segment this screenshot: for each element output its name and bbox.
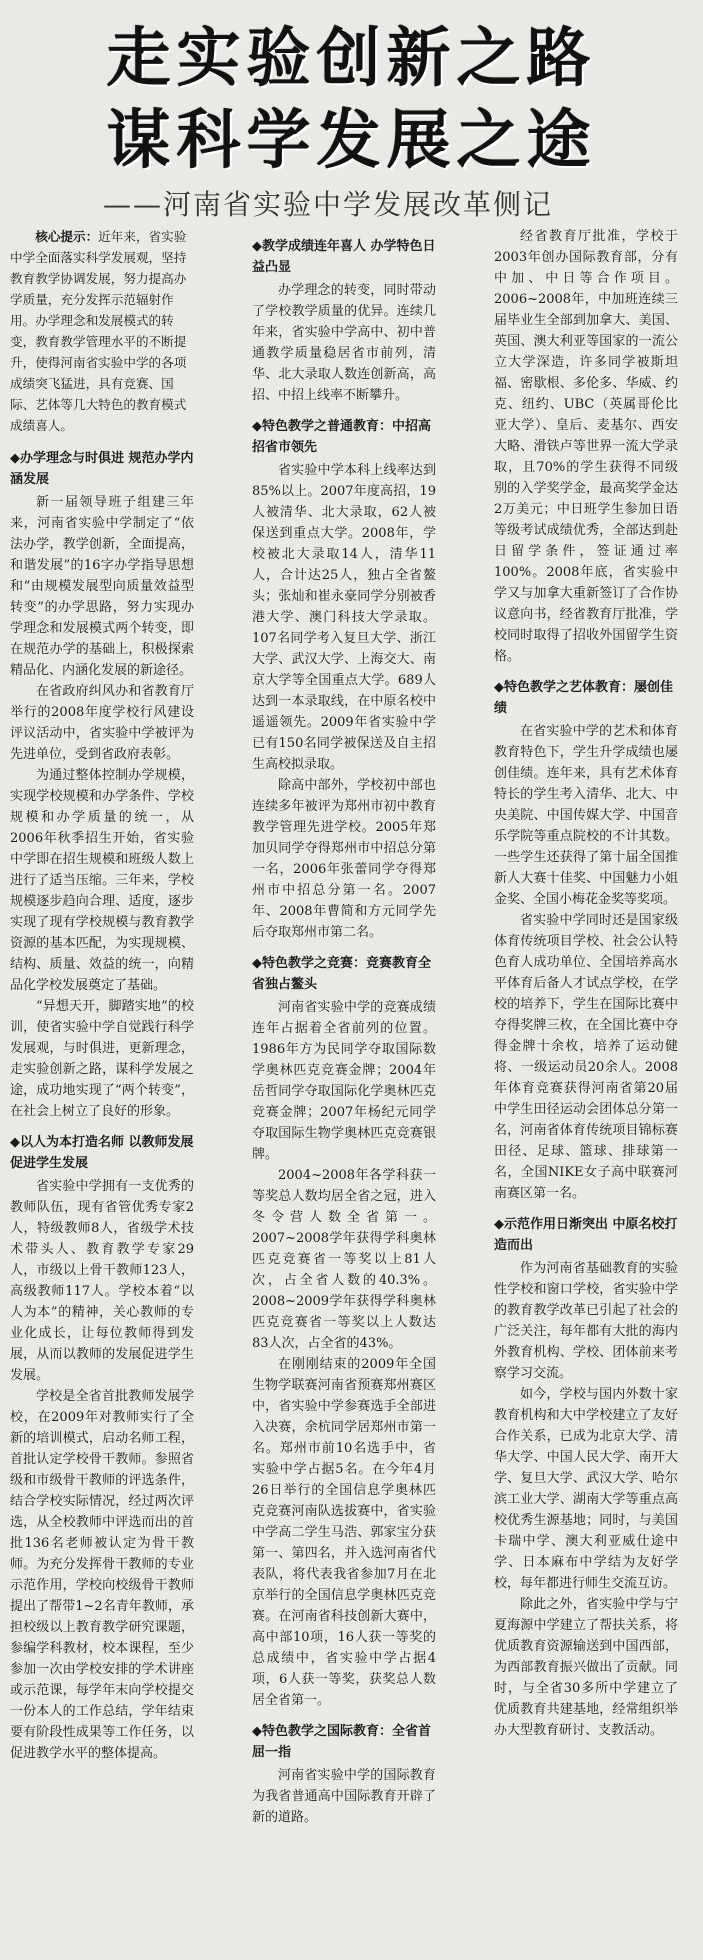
paragraph: 办学理念的转变，同时带动了学校教学质量的优异。连续几年来，省实验中学高中、初中普通教学质量稳居省市前列，清华、北大录取人数连创新高，高招、中招上线率不断攀升。 — [252, 283, 436, 403]
section-title: ◆教学成绩连年喜人 办学特色日益凸显 — [252, 239, 436, 275]
paragraph: 在省政府纠风办和省教育厅举行的2008年度学校行风建设评议活动中，省实验中学被评为先进单位，受到省政府表彰。 — [10, 684, 194, 762]
paragraph: 省实验中学本科上线率达到85%以上。2007年度高招，19人被清华、北大录取，62人被保送到重点大学。2008年，学校被北大录取14人，清华11人，合计达25人，独占全省鳌头；张灿和崔永豪同学分别被香港大学、澳门科技大学录取。107名同学考入复旦大学、浙江大学、武汉大学、上海交大、南京大学等全国重点大学。689人达到一本录取线，在中原名校中遥遥领先。2009年省实验中学已有150名同学被保送及自主招生高校拟录取。 — [252, 463, 436, 772]
paragraph: 如今，学校与国内外数十家教育机构和大中学校建立了友好合作关系，已成为北京大学、清华大学、中国人民大学、南开大学、复旦大学、武汉大学、哈尔滨工业大学、湖南大学等重点高校优秀生源基地；同时，与美国卡瑞中学、澳大利亚威仕途中学、日本麻布中学结为友好学校，每年都进行师生交流互访。 — [494, 1387, 678, 1591]
section-title: ◆特色教学之普通教育：中招高招省市领先 — [252, 419, 431, 455]
paragraph: 在省实验中学的艺术和体育教育特色下，学生升学成绩也屡创佳绩。连年来，具有艺术体育特长的学生考入清华、北大、中央美院、中国传媒大学、中国音乐学院等重点院校的不计其数。一些学生还获得了第十届全国推新人大赛十佳奖、中国魅力小姐金奖、全国小梅花金奖等奖项。 — [494, 724, 678, 907]
key-summary-label: 核心提示： — [35, 229, 99, 244]
paragraph: 作为河南省基础教育的实验性学校和窗口学校，省实验中学的教育教学改革已引起了社会的广泛关注，每年都有大批的海内外教育机构、学校、团体前来考察学习交流。 — [494, 1261, 678, 1381]
paragraph: 河南省实验中学的竞赛成绩连年占据着全省前列的位置。1986年方为民同学夺取国际数学奥林匹克竞赛金牌；2004年岳哲同学夺取国际化学奥林匹克竞赛金牌；2007年杨纪元同学夺取国际生物学奥林匹克竞赛银牌。 — [252, 1000, 436, 1162]
section-title: ◆办学理念与时俱进 规范办学内涵发展 — [10, 451, 194, 487]
paragraph: “异想天开，脚踏实地”的校训，使省实验中学自觉践行科学发展观，与时俱进，更新理念，走实验创新之路，谋科学发展之途，成功地实现了“两个转变”，在社会上树立了良好的形象。 — [10, 999, 194, 1119]
paragraph: 除此之外，省实验中学与宁夏海源中学建立了帮扶关系，将优质教育资源输送到中国西部，为西部教育振兴做出了贡献。同时，与全省30多所中学建立了优质教育共建基地，经常组织举办大型教育研讨、支教活动。 — [494, 1597, 678, 1738]
section-title: ◆特色教学之艺体教育：屡创佳绩 — [494, 680, 673, 716]
section-title: ◆特色教学之国际教育：全省首屈一指 — [252, 1724, 431, 1760]
column-2 — [252, 226, 436, 1950]
headline-line-1: 走实验创新之路 — [106, 22, 597, 96]
section-title: ◆示范作用日渐突出 中原名校打造而出 — [494, 1217, 678, 1253]
headline-block — [0, 18, 703, 222]
paragraph: 经省教育厅批准，学校于2003年创办国际教育部，分有中加、中日等合作项目。2006~2008年，中加班连续三届毕业生全部到加拿大、美国、英国、澳大利亚等国家的一流公立大学深造，许多同学被斯坦福、密歇根、多伦多、华威、约克、纽约、UBC（英属哥伦比亚大学）、皇后、麦基尔、西安大略、滑铁卢等世界一流大学录取，且70%的学生获得不同级别的入学奖学金，最高奖学金达2万美元；中日班学生参加日语等级考试成绩优秀，全部达到赴日留学条件，签证通过率100%。2008年底，省实验中学又与加拿大重新签订了合作协议意向书，经省教育厅批准，学校同时取得了招收外国留学生资格。 — [494, 229, 678, 664]
paragraph: 学校是全省首批教师发展学校，在2009年对教师实行了全新的培训模式，启动名师工程，首批认定学校骨干教师。参照省级和市级骨干教师的评选条件，结合学校实际情况，经过两次评选，从全校教师中评选而出的首批136名老师被认定为骨干教师。为充分发挥骨干教师的专业示范作用，学校向校级骨干教师提出了帮带1~2名青年教师，承担校级以上教育教学研究课题，参编学科教材，校本课程，至少参加一次由学校安排的学术讲座或示范课，每学年末向学校提交一份本人的工作总结，学年结束要有阶段性成果等工作任务，以促进教学水平的整体提高。 — [10, 1389, 194, 1761]
article-columns — [10, 226, 700, 1950]
paragraph: 省实验中学拥有一支优秀的教师队伍，现有省管优秀专家2人，特级教师8人，省级学术技术带头人、教育教学专家29人，市级以上骨干教师123人，高级教师117人。学校本着“以人为本”的精神，关心教师的专业化成长，让每位教师得到发展，从而以教师的发展促进学生发展。 — [10, 1179, 194, 1383]
key-summary-text: 近年来，省实验中学全面落实科学发展观，坚持教育教学协调发展，努力提高办学质量，充分发挥示范辐射作用。办学理念和发展模式的转变，教育教学管理水平的不断提升，使得河南省实验中学的各项成绩突飞猛进，具有竞赛、国际、艺体等几大特色的教育模式成绩喜人。 — [10, 229, 187, 433]
paragraph: 河南省实验中学的国际教育为我省普通高中国际教育开辟了新的道路。 — [252, 1768, 436, 1825]
paragraph: 省实验中学同时还是国家级体育传统项目学校、社会公认特色育人成功单位、全国培养高水平体育后备人才试点学校，在学校的培养下，学生在国际比赛中夺得奖牌三枚，在全国比赛中夺得金牌十余枚，培养了运动健将、一级运动员20余人。2008年体育竞赛获得河南省第20届中学生田径运动会团体总分第一名，河南省体育传统项目锦标赛田径、足球、篮球、排球第一名，全国NIKE女子高中联赛河南赛区第一名。 — [494, 913, 678, 1201]
paragraph: 2004~2008年各学科获一等奖总人数均居全省之冠，进入冬令营人数全省第一。2007~2008学年获得学科奥林匹克竞赛省一等奖以上81人次，占全省人数的40.3%。2008~2009学年获得学科奥林匹克竞赛省一等奖以上人数达83人次，占全省的43%。 — [252, 1168, 436, 1351]
column-3 — [494, 226, 678, 1950]
paragraph: 在刚刚结束的2009年全国生物学联赛河南省预赛郑州赛区中，省实验中学参赛选手全部进入决赛，余杭同学居郑州市第一名。郑州市前10名选手中，省实验中学占据5名。在今年4月26日举行的全国信息学奥林匹克竞赛河南队选拔赛中，省实验中学高二学生马浩、郭家宝分获第一、第四名，并入选河南省代表队，将代表我省参加7月在北京举行的全国信息学奥林匹克竞赛。在河南省科技创新大赛中，高中部10项，16人获一等奖的总成绩中，省实验中学占据4项，6人获一等奖，获奖总人数居全省第一。 — [252, 1357, 436, 1708]
section-title: ◆以人为本打造名师 以教师发展促进学生发展 — [10, 1135, 194, 1171]
paragraph: 新一届领导班子组建三年来，河南省实验中学制定了“依法办学，教学创新，全面提高，和谐发展”的16字办学指导思想和“由规模发展型向质量效益型转变”的办学思路，努力实现办学理念和发展模式两个转变，即在规范办学的基础上，积极探索精品化、内涵化发展的新途径。 — [10, 495, 194, 678]
subheadline: ——河南省实验中学发展改革侧记 — [102, 188, 553, 221]
section-title: ◆特色教学之竞赛：竞赛教育全省独占鳌头 — [252, 956, 431, 992]
headline-line-2: 谋科学发展之途 — [106, 104, 597, 178]
key-summary — [10, 226, 194, 436]
paragraph: 除高中部外，学校初中部也连续多年被评为郑州市初中教育教学管理先进学校。2005年郑加贝同学夺得郑州市中招总分第一名，2006年张蕾同学夺得郑州市中招总分第一名。2007年、2008年曹简和方元同学先后夺取郑州市第二名。 — [252, 778, 436, 940]
paragraph: 为通过整体控制办学规模，实现学校规模和办学条件、学校规模和办学质量的统一，从2006年秋季招生开始，省实验中学即在招生规模和班级人数上进行了适当压缩。三年来，学校规模逐步趋向合理、适度，逐步实现了现有学校规模与教育教学资源的基本匹配，为实现规模、结构、质量、效益的统一，向精品化学校发展奠定了基础。 — [10, 768, 194, 993]
column-1 — [10, 226, 194, 1950]
